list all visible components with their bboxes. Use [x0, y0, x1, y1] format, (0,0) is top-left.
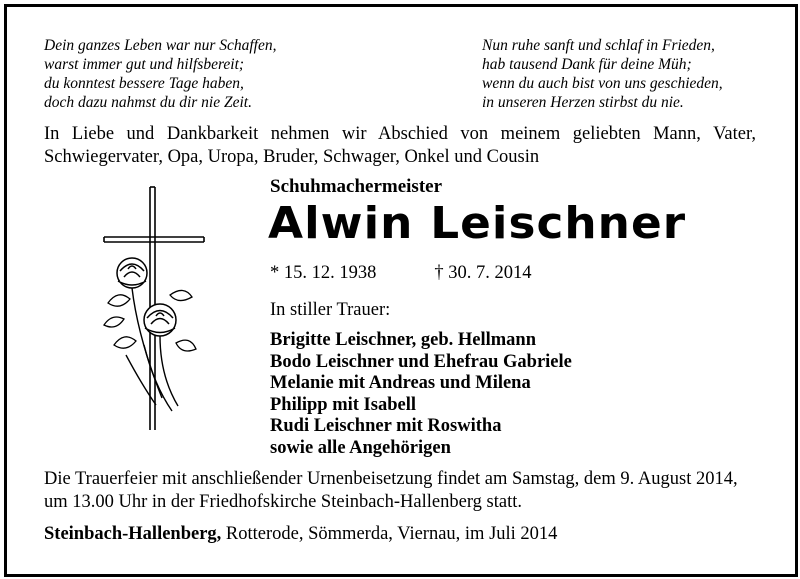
- ceremony-info: [44, 468, 756, 514]
- death-date: † 30. 7. 2014: [434, 263, 532, 283]
- poem-right-line: wenn du auch bist von uns geschieden,: [482, 75, 723, 92]
- mourner-entry: Bodo Leischner und Ehefrau Gabriele: [270, 351, 572, 372]
- poem-left: [44, 36, 276, 112]
- poem-left-line: doch dazu nahmst du dir nie Zeit.: [44, 94, 252, 111]
- mourner-entry: Philipp mit Isabell: [270, 394, 416, 415]
- ceremony-line: Die Trauerfeier mit anschließender Urnenbeisetzung findet am Samstag, dem 9. August 2014,: [44, 469, 738, 489]
- mourner-entry: Melanie mit Andreas und Milena: [270, 373, 531, 393]
- poem-right-line: Nun ruhe sanft und schlaf in Frieden,: [482, 37, 715, 54]
- life-dates: [270, 263, 532, 284]
- place-and-date: [44, 524, 557, 545]
- cross-with-roses-icon: [100, 185, 210, 435]
- poem-right: [482, 36, 723, 112]
- poem-right-line: in unseren Herzen stirbst du nie.: [482, 94, 684, 111]
- deceased-name: Alwin Leischner: [268, 198, 687, 249]
- mourner-entry: sowie alle Angehörigen: [270, 437, 451, 458]
- ceremony-line: um 13.00 Uhr in der Friedhofskirche Steinbach-Hallenberg statt.: [44, 492, 522, 512]
- deceased-title: Schuhmachermeister: [270, 176, 443, 197]
- poem-right-line: hab tausend Dank für deine Müh;: [482, 56, 692, 73]
- birth-date: * 15. 12. 1938: [270, 263, 377, 283]
- mourners-list: [270, 330, 572, 459]
- mourner-entry: Brigitte Leischner, geb. Hellmann: [270, 330, 537, 350]
- place-main: Steinbach-Hallenberg,: [44, 524, 222, 544]
- mourner-entry: Rudi Leischner mit Roswitha: [270, 416, 502, 436]
- intro-text: [44, 123, 756, 169]
- poem-left-line: warst immer gut und hilfsbereit;: [44, 56, 245, 73]
- mourning-label: In stiller Trauer:: [270, 300, 391, 320]
- place-others: Rotterode, Sömmerda, Viernau, im Juli 2014: [221, 524, 558, 544]
- intro-line: In Liebe und Dankbarkeit nehmen wir Abschied von meinem geliebten Mann, Vater,: [44, 124, 756, 144]
- intro-line: Schwiegervater, Opa, Uropa, Bruder, Schwager, Onkel und Cousin: [44, 147, 540, 167]
- poem-left-line: du konntest bessere Tage haben,: [44, 75, 244, 92]
- poem-left-line: Dein ganzes Leben war nur Schaffen,: [44, 37, 277, 54]
